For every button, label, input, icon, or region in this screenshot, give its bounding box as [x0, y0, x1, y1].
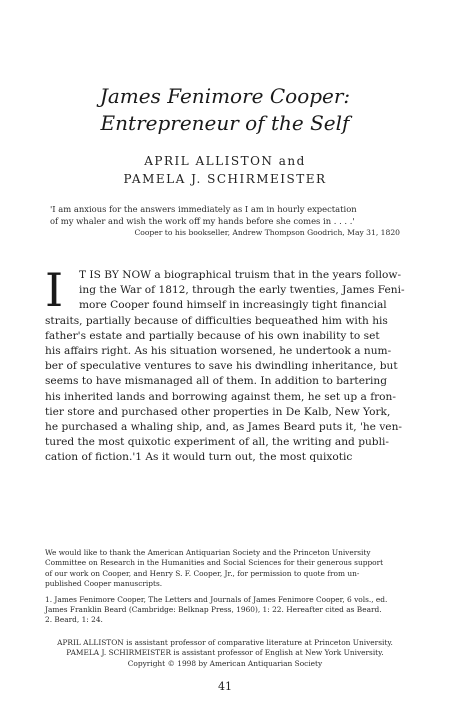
- body-line: T IS BY NOW a biographical truism that in the years follow-: [79, 269, 402, 281]
- body-line: cation of fiction.'1 As it would turn out, the most quixotic: [45, 451, 353, 464]
- author-line-2: PAMELA J. SCHIRMEISTER: [123, 172, 327, 186]
- body-line: he purchased a whaling ship, and, as James Beard puts it, 'he ven-: [45, 420, 402, 433]
- epigraph-line-2: of my whaler and wish the work off my hands before she comes in . . . .': [50, 216, 355, 226]
- acknowledgment-line: Committee on Research in the Humanities and Social Sciences for their generous support: [45, 558, 384, 568]
- footnote-1-line: 1. James Fenimore Cooper, The Letters and Journals of James Fenimore Cooper, 6 vols., ed.: [45, 594, 388, 604]
- author-bios: [45, 638, 405, 669]
- author-bio-2: PAMELA J. SCHIRMEISTER is assistant professor of English at New York University.: [66, 648, 384, 658]
- footnote-2: 2. Beard, 1: 24.: [45, 615, 103, 625]
- acknowledgment-line: published Cooper manuscripts.: [45, 579, 163, 589]
- footnotes: [45, 548, 405, 626]
- epigraph-citation: Cooper to his bookseller, Andrew Thompson Goodrich, May 31, 1820: [134, 228, 400, 237]
- epigraph-line-1: 'I am anxious for the answers immediately as I am in hourly expectation: [50, 204, 357, 214]
- body-line: his inherited lands and borrowing against them, he set up a fron-: [45, 390, 396, 403]
- acknowledgment-line: of our work on Cooper, and Henry S. F. Cooper, Jr., for permission to quote from un-: [45, 568, 360, 578]
- copyright-notice: Copyright © 1998 by American Antiquarian Society: [127, 658, 323, 668]
- body-text: [45, 263, 405, 465]
- drop-cap: I: [45, 263, 64, 317]
- article-title-line-1: James Fenimore Cooper:: [99, 84, 351, 108]
- body-line: tier store and purchased other properties in De Kalb, New York,: [45, 405, 391, 418]
- article-title-line-2: Entrepreneur of the Self: [100, 111, 350, 135]
- body-line: tured the most quixotic experiment of all, the writing and publi-: [45, 436, 389, 449]
- author-line-1: APRIL ALLISTON and: [144, 154, 306, 168]
- epigraph: [50, 203, 400, 239]
- body-line: ing the War of 1812, through the early twenties, James Feni-: [79, 284, 405, 297]
- body-line: seems to have mismanaged all of them. In addition to bartering: [45, 375, 388, 388]
- footnote-1-line: James Franklin Beard (Cambridge: Belknap Press, 1960), 1: 22. Hereafter cited as Beard.: [45, 605, 382, 615]
- acknowledgment-line: We would like to thank the American Antiquarian Society and the Princeton University: [45, 548, 371, 557]
- body-line: straits, partially because of difficulties bequeathed him with his: [45, 314, 388, 327]
- page-number: 41: [218, 680, 232, 693]
- body-line: father's estate and partially because of his own inability to set: [45, 329, 380, 342]
- author-bio-1: APRIL ALLISTON is assistant professor of comparative literature at Princeton University.: [57, 638, 393, 647]
- body-line: more Cooper found himself in increasingly tight financial: [79, 299, 387, 312]
- body-line: his affairs right. As his situation worsened, he undertook a num-: [45, 344, 392, 357]
- body-line: ber of speculative ventures to save his dwindling inheritance, but: [45, 360, 398, 373]
